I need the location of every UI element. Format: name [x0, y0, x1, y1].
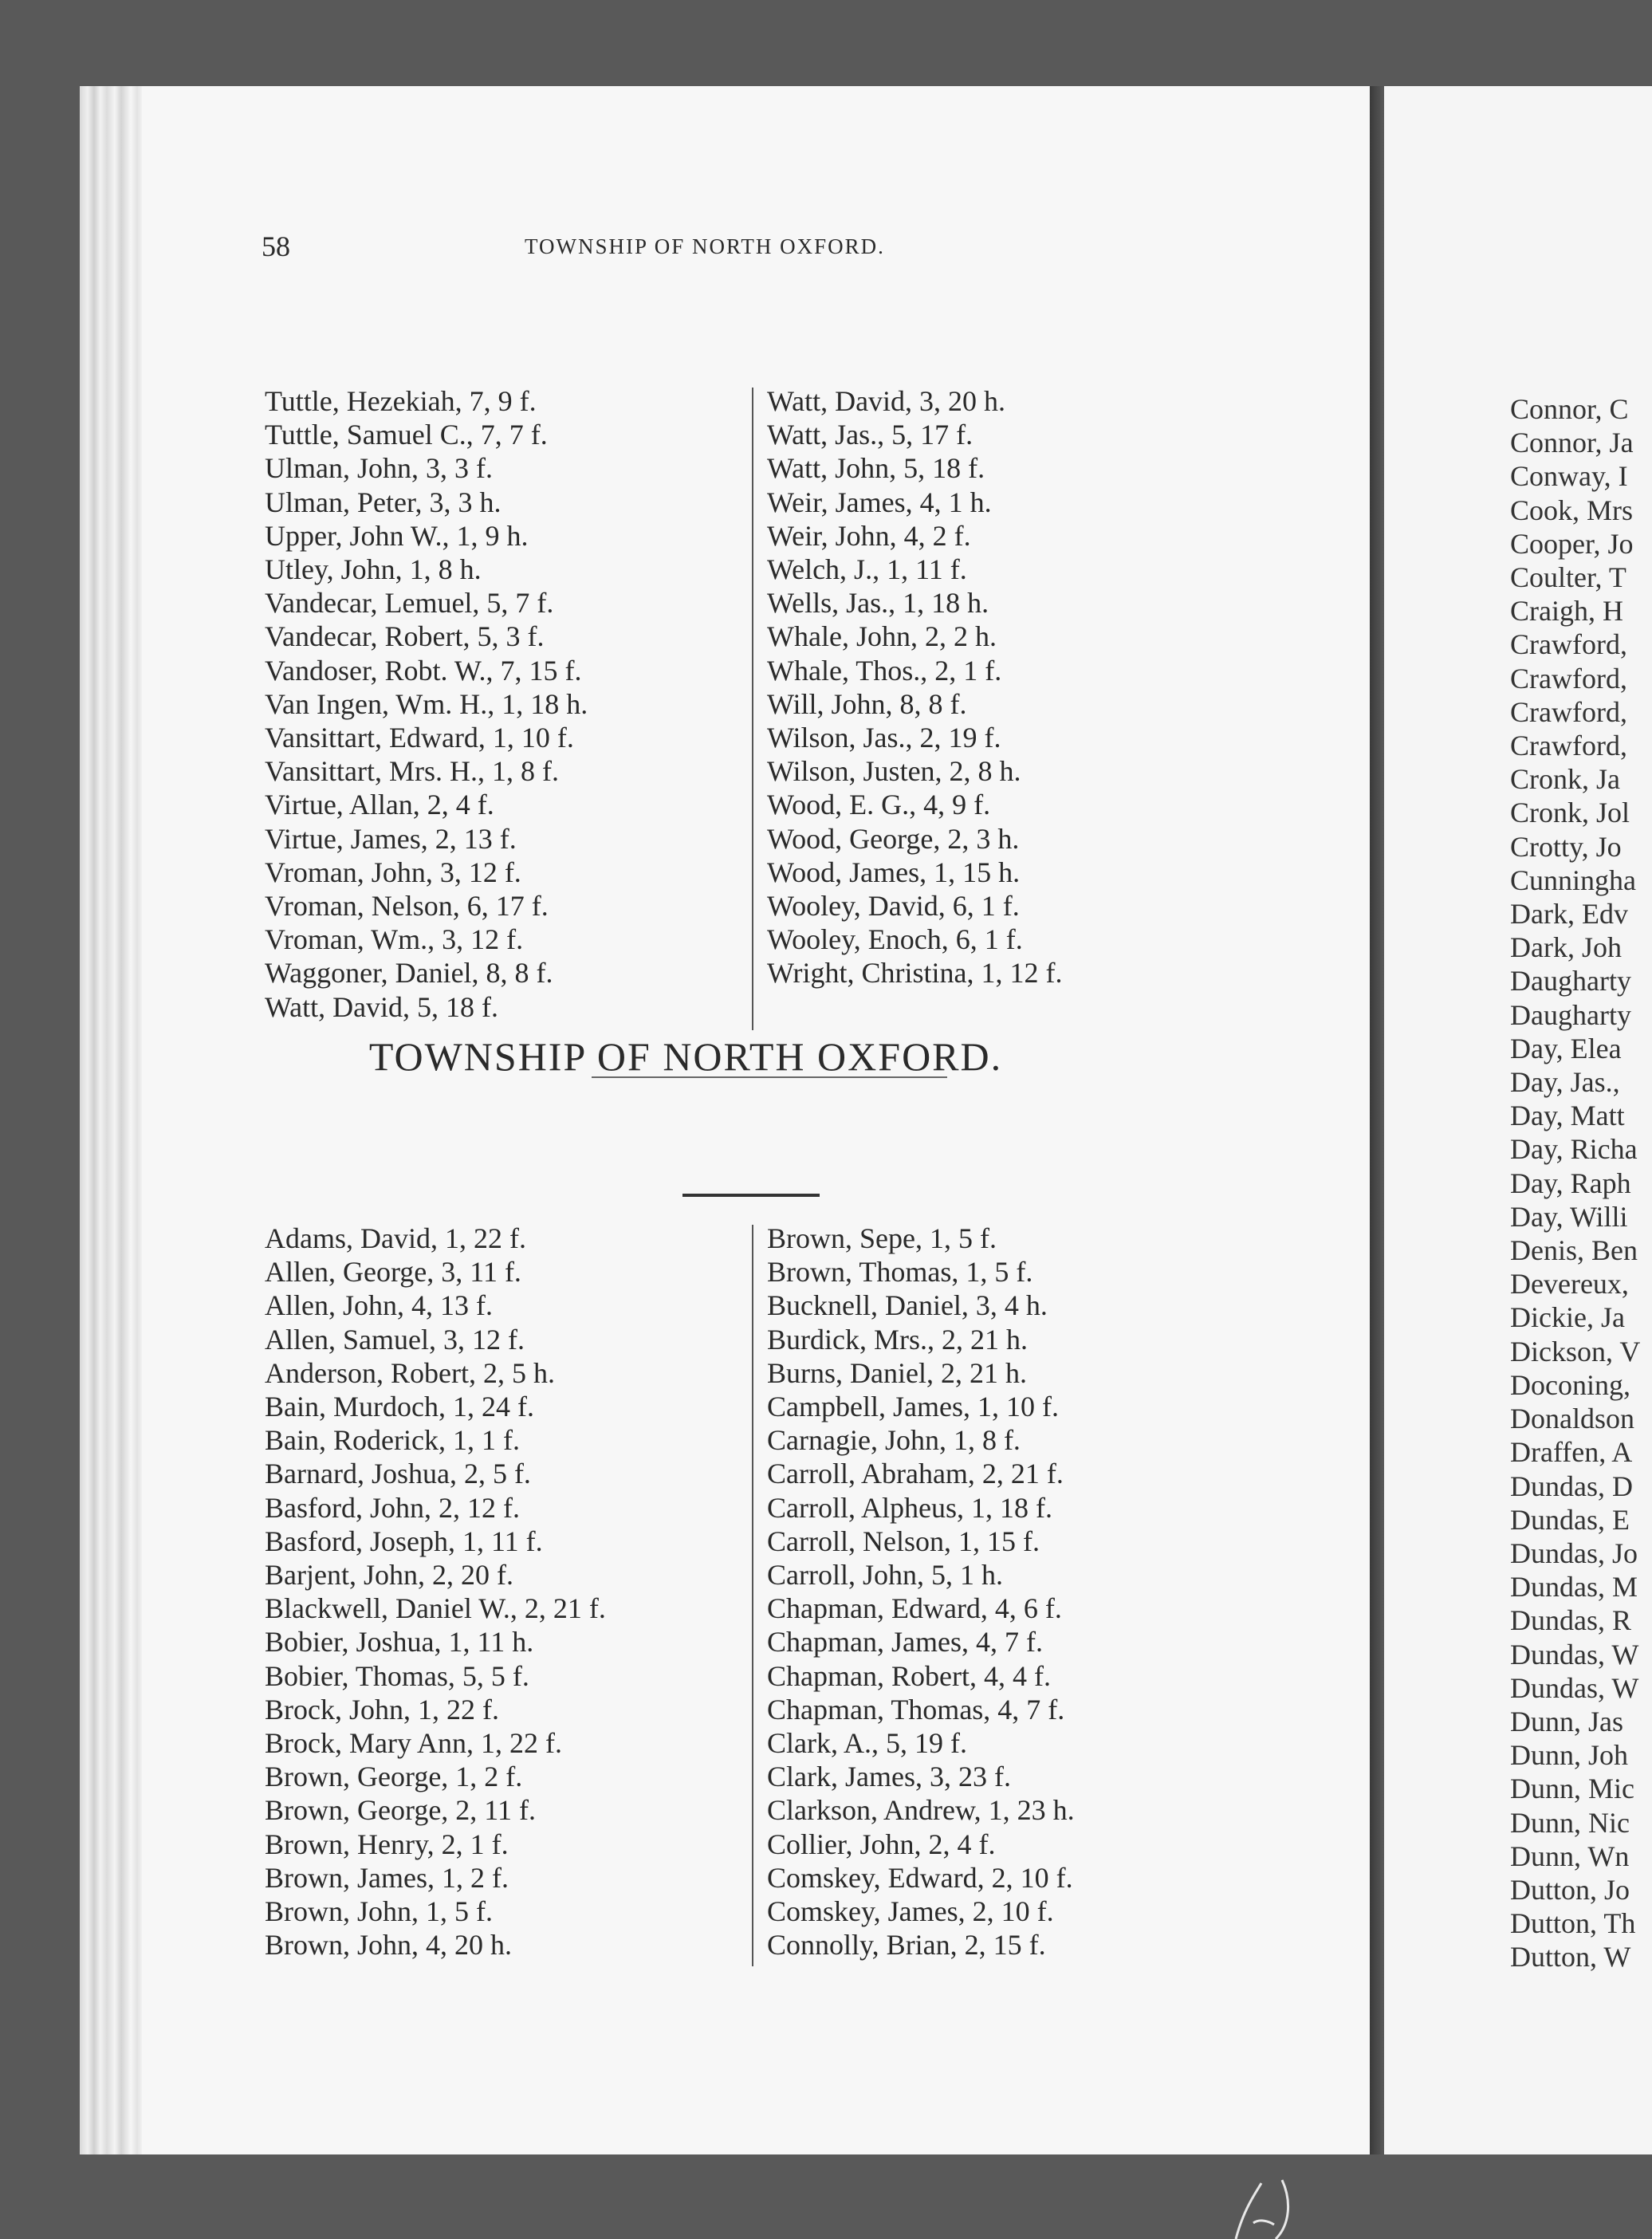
list-item: Cronk, Jol	[1510, 797, 1630, 829]
list-item: Dickson, V	[1510, 1335, 1641, 1367]
list-item: Carroll, Nelson, 1, 15 f.	[767, 1525, 1040, 1557]
list-item: Day, Matt	[1510, 1100, 1625, 1132]
list-item: Watt, John, 5, 18 f.	[767, 452, 985, 485]
list-item: Daugharty	[1510, 998, 1631, 1031]
list-item: Day, Elea	[1510, 1032, 1622, 1064]
list-item: Bucknell, Daniel, 3, 4 h.	[767, 1289, 1048, 1322]
list-item: Allen, John, 4, 13 f.	[265, 1289, 493, 1322]
next-page-column	[1510, 392, 1640, 1974]
list-item: Clark, A., 5, 19 f.	[767, 1727, 967, 1760]
list-item: Comskey, Edward, 2, 10 f.	[767, 1861, 1073, 1894]
list-item: Day, Richa	[1510, 1133, 1638, 1166]
list-item: Burdick, Mrs., 2, 21 h.	[767, 1323, 1028, 1356]
top-right-column	[767, 384, 1063, 990]
title-underline	[682, 1194, 820, 1197]
list-item: Chapman, Thomas, 4, 7 f.	[767, 1693, 1065, 1725]
list-item: Dundas, E	[1510, 1503, 1630, 1536]
list-item: Bain, Roderick, 1, 1 f.	[265, 1424, 520, 1457]
list-item: Vroman, Wm., 3, 12 f.	[265, 923, 524, 956]
list-item: Wooley, Enoch, 6, 1 f.	[767, 923, 1023, 956]
list-item: Day, Jas.,	[1510, 1066, 1620, 1099]
list-item: Brock, John, 1, 22 f.	[265, 1693, 499, 1725]
list-item: Dunn, Wn	[1510, 1840, 1630, 1872]
list-item: Coulter, T	[1510, 561, 1626, 594]
list-item: Watt, David, 3, 20 h.	[767, 385, 1006, 417]
list-item: Wood, E. G., 4, 9 f.	[767, 789, 991, 821]
list-item: Dundas, Jo	[1510, 1537, 1638, 1569]
book-gutter	[1370, 86, 1384, 2154]
list-item: Crotty, Jo	[1510, 830, 1622, 863]
list-item: Comskey, James, 2, 10 f.	[767, 1895, 1054, 1928]
list-item: Wilson, Jas., 2, 19 f.	[767, 722, 1001, 754]
list-item: Connor, Ja	[1510, 427, 1634, 459]
list-item: Waggoner, Daniel, 8, 8 f.	[265, 957, 553, 990]
list-item: Wooley, David, 6, 1 f.	[767, 890, 1020, 923]
list-item: Brown, James, 1, 2 f.	[265, 1861, 509, 1894]
list-item: Utley, John, 1, 8 h.	[265, 553, 482, 586]
list-item: Vroman, Nelson, 6, 17 f.	[265, 890, 549, 923]
list-item: Carnagie, John, 1, 8 f.	[767, 1424, 1021, 1457]
list-item: Barnard, Joshua, 2, 5 f.	[265, 1458, 531, 1490]
list-item: Weir, James, 4, 1 h.	[767, 486, 992, 518]
list-item: Conway, I	[1510, 460, 1628, 493]
list-item: Dundas, W	[1510, 1671, 1639, 1704]
list-item: Carroll, Abraham, 2, 21 f.	[767, 1458, 1064, 1490]
list-item: Brown, Thomas, 1, 5 f.	[767, 1256, 1033, 1289]
list-item: Crawford,	[1510, 628, 1627, 661]
list-item: Vandecar, Lemuel, 5, 7 f.	[265, 587, 554, 620]
list-item: Chapman, James, 4, 7 f.	[767, 1626, 1043, 1659]
list-item: Virtue, James, 2, 13 f.	[265, 822, 517, 855]
list-item: Brown, George, 2, 11 f.	[265, 1794, 536, 1827]
list-item: Chapman, Edward, 4, 6 f.	[767, 1592, 1062, 1625]
list-item: Dundas, R	[1510, 1604, 1631, 1637]
list-item: Dutton, W	[1510, 1941, 1631, 1973]
list-item: Carroll, Alpheus, 1, 18 f.	[767, 1491, 1052, 1524]
list-item: Brown, John, 4, 20 h.	[265, 1929, 513, 1962]
list-item: Will, John, 8, 8 f.	[767, 687, 967, 720]
list-item: Dunn, Joh	[1510, 1739, 1629, 1772]
column-divider	[752, 1225, 753, 1966]
list-item: Adams, David, 1, 22 f.	[265, 1222, 526, 1254]
list-item: Basford, John, 2, 12 f.	[265, 1491, 520, 1524]
list-item: Collier, John, 2, 4 f.	[767, 1828, 996, 1860]
list-item: Watt, Jas., 5, 17 f.	[767, 419, 974, 451]
list-item: Connolly, Brian, 2, 15 f.	[767, 1929, 1046, 1962]
list-item: Day, Raph	[1510, 1167, 1631, 1199]
list-item: Burns, Daniel, 2, 21 h.	[767, 1356, 1027, 1389]
right-page-fragment	[1384, 86, 1652, 2154]
list-item: Welch, J., 1, 11 f.	[767, 553, 967, 586]
list-item: Anderson, Robert, 2, 5 h.	[265, 1356, 555, 1389]
column-divider	[752, 388, 753, 1030]
list-item: Vroman, John, 3, 12 f.	[265, 856, 521, 888]
list-item: Denis, Ben	[1510, 1234, 1638, 1267]
bottom-right-column	[767, 1222, 1075, 1962]
list-item: Vandoser, Robt. W., 7, 15 f.	[265, 654, 582, 687]
list-item: Cooper, Jo	[1510, 527, 1634, 560]
top-left-column	[265, 384, 588, 1024]
list-item: Wells, Jas., 1, 18 h.	[767, 587, 989, 620]
list-item: Vandecar, Robert, 5, 3 f.	[265, 620, 545, 653]
list-item: Dunn, Jas	[1510, 1705, 1623, 1737]
bottom-left-column	[265, 1222, 606, 1962]
list-item: Clarkson, Andrew, 1, 23 h.	[767, 1794, 1075, 1827]
list-item: Bain, Murdoch, 1, 24 f.	[265, 1391, 534, 1423]
list-item: Wood, James, 1, 15 h.	[767, 856, 1021, 888]
list-item: Draffen, A	[1510, 1436, 1633, 1469]
list-item: Ulman, John, 3, 3 f.	[265, 452, 493, 485]
list-item: Crawford,	[1510, 695, 1627, 728]
list-item: Cunningha	[1510, 864, 1636, 896]
list-item: Day, Willi	[1510, 1200, 1628, 1233]
list-item: Craigh, H	[1510, 595, 1623, 628]
list-item: Clark, James, 3, 23 f.	[767, 1761, 1011, 1793]
list-item: Bobier, Joshua, 1, 11 h.	[265, 1626, 534, 1659]
list-item: Blackwell, Daniel W., 2, 21 f.	[265, 1592, 606, 1625]
list-item: Brown, George, 1, 2 f.	[265, 1761, 523, 1793]
list-item: Crawford,	[1510, 730, 1627, 762]
list-item: Virtue, Allan, 2, 4 f.	[265, 789, 494, 821]
page-number: 58	[262, 230, 290, 262]
list-item: Dickie, Ja	[1510, 1301, 1625, 1334]
list-item: Dutton, Th	[1510, 1907, 1636, 1940]
list-item: Crawford,	[1510, 662, 1627, 695]
list-item: Wood, George, 2, 3 h.	[767, 822, 1020, 855]
list-item: Brown, Sepe, 1, 5 f.	[767, 1222, 997, 1254]
list-item: Basford, Joseph, 1, 11 f.	[265, 1525, 543, 1557]
list-item: Chapman, Robert, 4, 4 f.	[767, 1659, 1051, 1692]
list-item: Campbell, James, 1, 10 f.	[767, 1391, 1059, 1423]
book-page-edge	[80, 86, 144, 2154]
list-item: Brown, Henry, 2, 1 f.	[265, 1828, 509, 1860]
running-title: TOWNSHIP OF NORTH OXFORD.	[525, 234, 885, 258]
list-item: Connor, C	[1510, 393, 1629, 425]
list-item: Dark, Edv	[1510, 898, 1628, 931]
list-item: Whale, Thos., 2, 1 f.	[767, 654, 1002, 687]
list-item: Dundas, D	[1510, 1470, 1633, 1502]
list-item: Wilson, Justen, 2, 8 h.	[767, 755, 1021, 788]
list-item: Vansittart, Edward, 1, 10 f.	[265, 722, 574, 754]
list-item: Tuttle, Samuel C., 7, 7 f.	[265, 419, 548, 451]
list-item: Dundas, W	[1510, 1638, 1639, 1670]
list-item: Carroll, John, 5, 1 h.	[767, 1559, 1003, 1592]
list-item: Barjent, John, 2, 20 f.	[265, 1559, 513, 1592]
list-item: Cronk, Ja	[1510, 763, 1620, 796]
list-item: Ulman, Peter, 3, 3 h.	[265, 486, 502, 518]
list-item: Dunn, Nic	[1510, 1806, 1630, 1839]
list-item: Wright, Christina, 1, 12 f.	[767, 957, 1063, 990]
list-item: Watt, David, 5, 18 f.	[265, 990, 499, 1023]
list-item: Tuttle, Hezekiah, 7, 9 f.	[265, 385, 537, 417]
list-item: Daugharty	[1510, 965, 1631, 998]
list-item: Cook, Mrs	[1510, 494, 1634, 526]
list-item: Van Ingen, Wm. H., 1, 18 h.	[265, 687, 588, 720]
list-item: Donaldson	[1510, 1403, 1634, 1435]
section-title: TOWNSHIP OF NORTH OXFORD.	[368, 1034, 1003, 1079]
list-item: Bobier, Thomas, 5, 5 f.	[265, 1659, 529, 1692]
list-item: Brown, John, 1, 5 f.	[265, 1895, 493, 1928]
list-item: Allen, George, 3, 11 f.	[265, 1256, 521, 1289]
list-item: Dunn, Mic	[1510, 1773, 1634, 1805]
list-item: Doconing,	[1510, 1368, 1630, 1401]
left-page	[142, 86, 1370, 2154]
list-item: Devereux,	[1510, 1268, 1629, 1301]
list-item: Whale, John, 2, 2 h.	[767, 620, 997, 653]
list-item: Dundas, M	[1510, 1571, 1638, 1604]
list-item: Vansittart, Mrs. H., 1, 8 f.	[265, 755, 559, 788]
list-item: Weir, John, 4, 2 f.	[767, 519, 971, 552]
list-item: Dark, Joh	[1510, 931, 1622, 964]
list-item: Upper, John W., 1, 9 h.	[265, 519, 529, 552]
list-item: Allen, Samuel, 3, 12 f.	[265, 1323, 525, 1356]
list-item: Brock, Mary Ann, 1, 22 f.	[265, 1727, 562, 1760]
list-item: Dutton, Jo	[1510, 1873, 1630, 1906]
scan-mark	[1212, 2129, 1324, 2239]
